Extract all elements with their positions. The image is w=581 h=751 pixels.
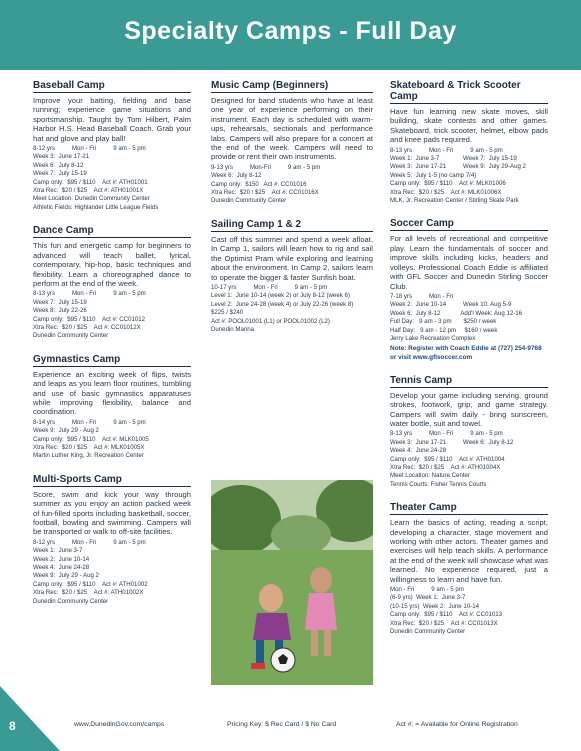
camp-description: Improve your batting, fielding and base running; experience game situations and sportsmanship. Taught by Tom Hilbert, Palm Harbor H.S. Head Baseball Coach. Grab your hat and glove and play ball!	[33, 96, 191, 143]
camp-section	[390, 80, 548, 205]
camp-detail-line: Meet Location: Dunedin Community Center	[33, 195, 150, 203]
camp-detail-line: Week 6: July 8-12	[33, 161, 84, 169]
camp-detail-line: Week 5: July 1-5 (no camp 7/4)	[390, 171, 477, 179]
footer-corner-triangle	[0, 686, 60, 751]
camp-detail-line: Tennis Courts: Fisher Tennis Courts	[390, 480, 487, 488]
camp-section	[33, 354, 191, 461]
camp-detail-line: Half Day: 9 am - 12 pm $160 / week	[390, 326, 498, 334]
camp-detail-line: Camp only: $95 / $110 Act #: ATH01002	[33, 580, 148, 588]
camp-detail-line: Camp only: $150 Act #: CC01016	[211, 180, 307, 188]
camp-detail-line: Mon - Fri 9 am - 5 pm	[390, 586, 464, 594]
camp-detail-line: Dunedin Community Center	[33, 597, 109, 605]
camp-detail-line: Xtra Rec: $20 / $25 Act #: MLK01006X	[390, 188, 502, 196]
camp-title: Gymnastics Camp	[33, 354, 191, 367]
camp-detail-line: Camp only: $95 / $110 Act #: CC01013	[390, 611, 503, 619]
camp-section	[211, 219, 373, 334]
camp-detail-line: Xtra Rec: $20 / $25 Act #: ATH01004X	[390, 464, 501, 471]
camp-details	[33, 419, 191, 461]
camp-detail-line: Week 3: June 17-21 Week 9: July 29-Aug 2	[390, 163, 526, 171]
camp-title: Skateboard & Trick Scooter Camp	[390, 80, 548, 104]
camp-description: This fun and energetic camp for beginners to advanced will teach ballet, lyrical, contemporary, hip-hop, basic techniques and flexibility. Learn a choreographed dance to perform at the end of the week.	[33, 241, 191, 288]
camp-detail-line: Week 8: July 22-26	[33, 307, 87, 315]
camp-detail-line: Dunedin Community Center	[390, 628, 466, 636]
camp-detail-line: Xtra Rec: $20 / $25 Act #: MLK01005X	[33, 444, 145, 451]
camp-detail-line: Week 3: June 17-21 Week 6: July 8-12	[390, 438, 514, 446]
camp-details	[211, 284, 373, 334]
camp-title: Multi-Sports Camp	[33, 474, 191, 487]
camp-detail-line: Level 1: June 10-14 (week 2) or July 8-12 (week 6)	[211, 292, 350, 300]
camp-detail-line: 8-13 yrs Mon - Fri 9 am - 5 pm	[390, 146, 503, 154]
camp-details	[390, 293, 548, 343]
camp-title: Baseball Camp	[33, 80, 191, 93]
camp-detail-line: Week 2: June 10-14 Week 10: Aug 5-9	[390, 301, 512, 309]
camp-detail-line: MLK, Jr. Recreation Center / Stirling Skate Park	[390, 197, 519, 205]
camp-detail-line: Act #: POOL01001 (L1) or POOL01002 (L2)	[211, 317, 330, 325]
camp-detail-line: Week 6: July 8-12 Add'l Week: Aug 12-16	[390, 309, 523, 317]
header-banner	[0, 0, 581, 70]
camp-description: Experience an exciting week of flips, twists and leaps as you learn floor routines, tumbling and use of basic gymnastics apparatuses while improving flexibility, balance and coordination.	[33, 369, 191, 417]
camp-detail-line: Xtra Rec: $20 / $25 Act #: ATH01002X	[33, 589, 144, 597]
camp-details	[33, 290, 191, 340]
camp-section	[33, 474, 191, 606]
camp-detail-line: Camp only: $95 / $110 Act #: ATH01004	[390, 455, 505, 463]
camp-detail-line: Week 7: July 15-19	[33, 170, 87, 178]
camp-title: Soccer Camp	[390, 218, 548, 231]
camp-detail-line: Xtra Rec: $20 / $25 Act #: ATH01001X	[33, 187, 144, 195]
camp-title: Music Camp (Beginners)	[211, 80, 373, 93]
camp-description: Have fun learning new skate moves, skill building, skate contests and other games. Skateboard, trick scooter, helmet, elbow pads and knee pads required.	[390, 107, 548, 145]
camp-detail-line: Xtra Rec: $20 / $25 Act #: CC01012X	[33, 323, 141, 331]
camp-details	[211, 164, 373, 206]
footer-website: www.DunedinGov.com/camps	[74, 721, 165, 728]
camp-note: Note: Register with Coach Eddie at (727) 254-9768 or visit www.gflsoccer.com	[390, 345, 542, 361]
page-number: 8	[9, 719, 16, 733]
camp-detail-line: Martin Luther King, Jr. Recreation Center	[33, 452, 144, 460]
camp-detail-line: Week 4: June 24-28	[390, 447, 447, 455]
camp-detail-line: 9-13 yrs Mon-Fri 9 am - 5 pm	[211, 163, 321, 171]
camp-details	[390, 147, 548, 206]
camp-description: For all levels of recreational and competitive play. Learn the fundamentals of soccer and improve skills including kicks, headers and volleys. Professional Coach Eddie is affiliated with GFL Soccer and Dunedin Stirling Soccer Club.	[390, 234, 548, 291]
camp-detail-line: Week 2: June 10-14	[33, 555, 90, 563]
camp-detail-line: Camp only: $95 / $110 Act #: MLK01005	[33, 435, 149, 443]
camp-detail-line: 7-18 yrs Mon - Fri	[390, 292, 454, 300]
camp-section	[390, 502, 548, 636]
column-middle	[211, 80, 373, 347]
page-title: Specialty Camps - Full Day	[124, 17, 457, 45]
camp-section	[211, 80, 373, 206]
camp-detail-line: Meet Location: Nature Center	[390, 472, 470, 480]
camp-details	[33, 539, 191, 606]
camp-detail-line: Week 9: July 29 - Aug 2	[33, 427, 99, 435]
camp-detail-line: 10-17 yrs Mon - Fri 9 am - 5 pm	[211, 283, 328, 291]
camp-title: Theater Camp	[390, 502, 548, 515]
camp-details	[390, 430, 548, 489]
camp-detail-line: Full Day: 9 am - 3 pm $250 / week	[390, 318, 497, 326]
camp-detail-line: Dunedin Community Center	[211, 197, 287, 205]
camp-description: Designed for band students who have at least one year of experience performing on their instrument. Each day is scheduled with warm-ups, rehearsals, sectionals and performance labs. Campers will also prepare for a concert at the end of the week. Campers will need to provide or rent their own instruments.	[211, 96, 373, 162]
camp-description: Develop your game including serving, ground strokes, footwork, grip, and game strategy. Campers will swim daily - bring sunscreen, water bottle, suit and towel.	[390, 390, 548, 428]
camp-title: Sailing Camp 1 & 2	[211, 219, 373, 232]
camp-detail-line: 8-12 yrs Mon - Fri 9 am - 5 pm	[33, 538, 146, 546]
camp-description: Learn the basics of acting, reading a script, developing a character, stage movement and working with other actors. Theater games and exercises will help teach skills. A performance at the end of the week will showcase what was learned. No experience required, just a willingness to learn and have fun.	[390, 518, 548, 584]
kids-soccer-photo	[211, 480, 373, 685]
camp-detail-line: 8-14 yrs Mon - Fri 9 am - 5 pm	[33, 418, 146, 426]
camp-details	[390, 586, 548, 636]
camp-title: Dance Camp	[33, 225, 191, 238]
column-right	[390, 80, 548, 650]
camp-detail-line: Week 1: June 3-7	[33, 547, 83, 555]
camp-detail-line: 8-13 yrs Mon - Fri 9 am - 5 pm	[33, 290, 146, 298]
camp-detail-line: Week 6: July 8-12	[211, 172, 262, 180]
camp-description: Cast off this summer and spend a week afloat. In Camp 1, sailors will learn how to rig and sail the Optimist Pram while exploring and learning about the environment. In Camp 2, sailors learn to operate the bigger & faster Sunfish boat.	[211, 234, 373, 282]
camp-detail-line: Xtra Rec: $20 / $25 Act #: CC01013X	[390, 619, 498, 627]
camp-detail-line: Week 7: July 15-19	[33, 298, 87, 306]
camp-detail-line: Dunedin Marina	[211, 325, 255, 333]
camp-detail-line: Xtra Rec: $20 / $25 Act #: CC01016X	[211, 189, 319, 197]
camp-section	[390, 375, 548, 489]
camp-detail-line: Week 1: June 3-7 Week 7: July 15-19	[390, 155, 517, 163]
footer-act-note: Act #: = Available for Online Registration	[396, 721, 518, 728]
camp-section	[390, 218, 548, 361]
camp-detail-line: (10-15 yrs) Week 2: June 10-14	[390, 602, 479, 610]
camp-detail-line: $225 / $240	[211, 309, 244, 317]
camp-detail-line: (6-9 yrs) Week 1: June 3-7	[390, 594, 466, 602]
camp-detail-line: Level 2: June 24-28 (week 4) or July 22-26 (week 8)	[211, 300, 354, 308]
camp-detail-line: Camp only: $95 / $110 Act #: MLK01006	[390, 180, 506, 188]
camp-detail-line: Week 3: June 17-21	[33, 153, 90, 161]
camp-detail-line: Athletic Fields: Highlander Little League Fields	[33, 203, 159, 211]
camp-section	[33, 80, 191, 212]
camp-detail-line: Week 4: June 24-28	[33, 564, 90, 572]
camp-detail-line: 8-12 yrs Mon - Fri 9 am - 5 pm	[33, 145, 146, 153]
camp-description: Score, swim and kick your way through summer as you enjoy an action packed week of fun-filled sports including basketball, soccer, football, bowling and swimming. Campers will be transported or walk to off-site facilities.	[33, 489, 191, 537]
camp-detail-line: 8-13 yrs Mon - Fri 9 am - 5 pm	[390, 430, 503, 438]
camp-title: Tennis Camp	[390, 375, 548, 388]
camp-detail-line: Camp only: $95 / $110 Act #: ATH01001	[33, 178, 148, 186]
footer-pricing-key: Pricing Key: $ Rec Card / $ No Card	[227, 721, 337, 728]
camp-detail-line: Dunedin Community Center	[33, 332, 109, 340]
camp-detail-line: Jerry Lake Recreation Complex	[390, 334, 476, 342]
camp-details	[33, 145, 191, 212]
camp-detail-line: Week 9: July 29 - Aug 2	[33, 572, 99, 580]
camp-detail-line: Camp only: $95 / $110 Act #: CC01012	[33, 315, 146, 323]
column-left	[33, 80, 191, 619]
camp-section	[33, 225, 191, 340]
